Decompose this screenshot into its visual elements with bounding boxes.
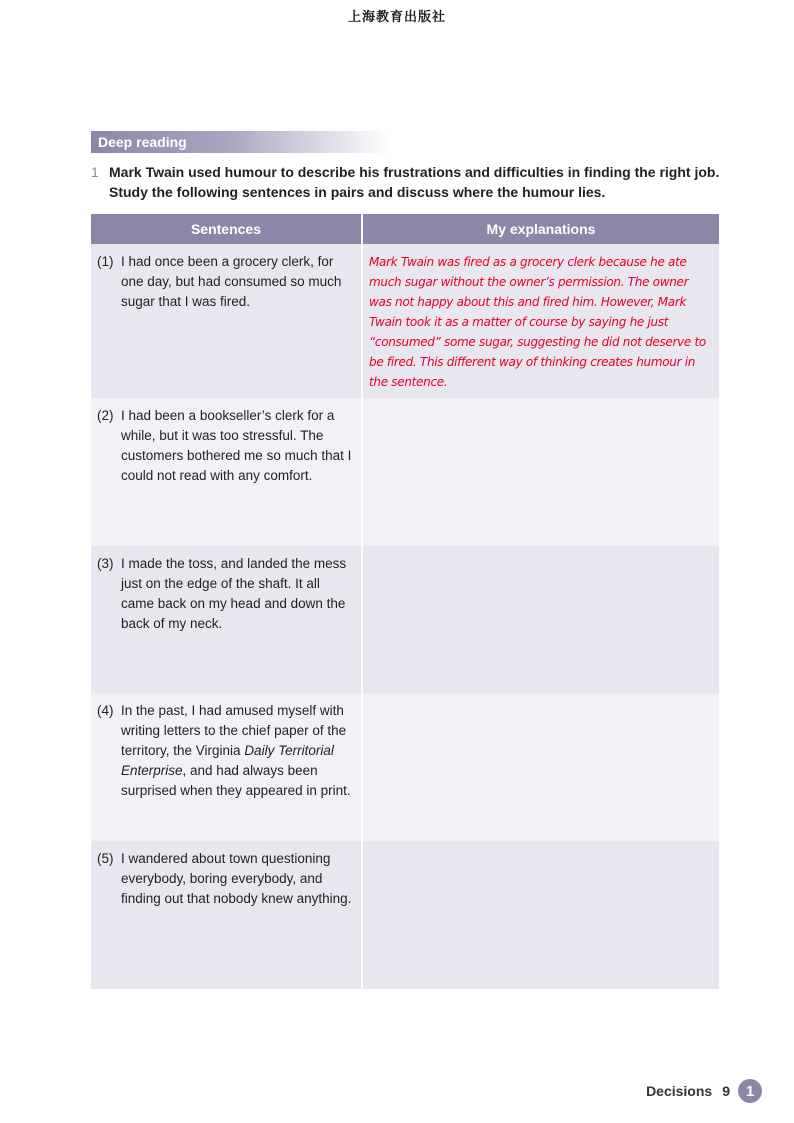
header-sentences: Sentences (91, 214, 362, 244)
sentence-text: I had once been a grocery clerk, for one day, but had consumed so much sugar that I was fired. (121, 254, 342, 309)
newspaper-title: Daily Territorial Enterprise (121, 743, 334, 778)
table-row (91, 398, 719, 546)
table-row (91, 546, 719, 693)
header-explanations: My explanations (362, 214, 719, 244)
explanation-cell[interactable] (362, 693, 719, 841)
page-footer (646, 1079, 762, 1103)
section-title: Deep reading (98, 134, 187, 150)
table-row (91, 841, 719, 989)
sentence-text: I had been a bookseller’s clerk for a while, but it was too stressful. The customers bothered me so much that I could not read with any comfort. (121, 408, 352, 483)
sentence-cell (91, 244, 362, 398)
explanation-text: Mark Twain was fired as a grocery clerk because he ate much sugar without the owner’s permission. The owner was not happy about this and fired him. However, Mark Twain took it as a matter of course by saying he just “consumed” some sugar, suggesting he did not deserve to be fired. This different way of thinking creates humour in the sentence. (369, 255, 706, 389)
sentence-number: (3) (97, 556, 114, 571)
sentence-cell (91, 841, 362, 989)
publisher-header: 上海教育出版社 (347, 10, 446, 25)
table-header-row (91, 214, 719, 244)
sentence-text (121, 701, 355, 801)
explanation-cell[interactable] (362, 841, 719, 989)
sentence-number: (1) (97, 254, 114, 269)
sentence-text-part: , and had always been surprised when they appeared in print. (121, 763, 351, 798)
question-number: 1 (91, 164, 99, 180)
question-1 (91, 162, 721, 202)
explanation-cell[interactable] (362, 546, 719, 693)
section-title-bar (91, 131, 391, 153)
sentence-cell (91, 693, 362, 841)
sentence-text: I wandered about town questioning everybody, boring everybody, and finding out that nobody knew anything. (121, 851, 352, 906)
table-row (91, 693, 719, 841)
sentence-text-part: In the past, I had amused myself with writing letters to the chief paper of the territory, the Virginia (121, 703, 347, 758)
sentence-number: (4) (97, 703, 114, 718)
sentence-number: (5) (97, 851, 114, 866)
sentence-number: (2) (97, 408, 114, 423)
question-text: Mark Twain used humour to describe his frustrations and difficulties in finding the right job. Study the following sentences in pairs and discuss where the humour lies. (109, 164, 720, 200)
sentence-cell (91, 546, 362, 693)
sentence-cell (91, 398, 362, 546)
chapter-name: Decisions (646, 1083, 713, 1099)
sentences-table (91, 214, 719, 989)
table-row (91, 244, 719, 398)
sentence-text: I made the toss, and landed the mess just on the edge of the shaft. It all came back on my head and down the back of my neck. (121, 556, 347, 631)
page-number: 9 (722, 1083, 730, 1099)
explanation-cell[interactable] (362, 244, 719, 398)
explanation-cell[interactable] (362, 398, 719, 546)
unit-badge: 1 (738, 1079, 762, 1103)
